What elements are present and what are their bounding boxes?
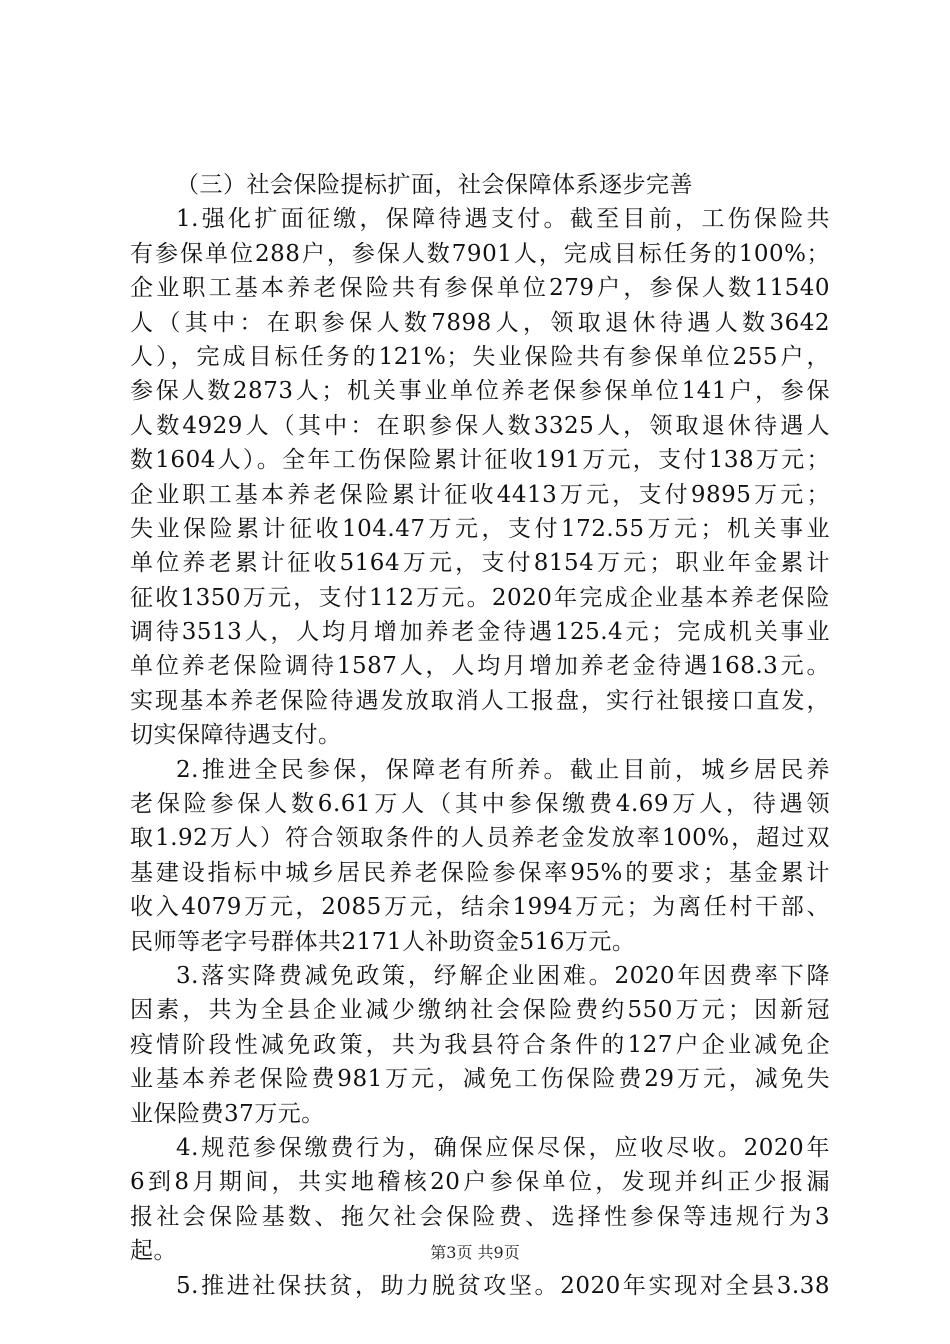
text-line: 收入4079万元，2085万元，结余1994万元；为离任村干部、 [130,894,830,921]
text-line: 2.推进全民参保，保障老有所养。截止目前，城乡居民养 [176,756,830,783]
text-line: 疫情阶段性减免政策，共为我县符合条件的127户企业减免企 [130,1031,830,1058]
text-line: 调待3513人，人均月增加养老金待遇125.4元；完成机关事业 [130,619,830,646]
text-line: 数1604人）。全年工伤保险累计征收191万元，支付138万元； [130,447,830,474]
text-line: 有参保单位288户，参保人数7901人，完成目标任务的100%； [130,240,830,267]
text-line: 基建设指标中城乡居民养老保险参保率95%的要求；基金累计 [130,859,830,886]
text-line: 起。 [130,1238,177,1265]
text-line: 报社会保险基数、拖欠社会保险费、选择性参保等违规行为3 [130,1203,830,1230]
text-line: 单位养老保险调待1587人，人均月增加养老金待遇168.3元。 [130,653,830,680]
text-line: 因素，共为全县企业减少缴纳社会保险费约550万元；因新冠 [130,997,830,1024]
text-line: 民师等老字号群体共2171人补助资金516万元。 [130,928,636,955]
text-line: 人（其中：在职参保人数7898人，领取退休待遇人数3642 [130,309,830,336]
text-line: 企业职工基本养老保险共有参保单位279户，参保人数11540 [130,275,830,302]
text-line: 业基本养老保险费981万元，减免工伤保险费29万元，减免失 [130,1066,830,1093]
text-line: 业保险费37万元。 [130,1100,325,1127]
text-line: 3.落实降费减免政策，纾解企业困难。2020年因费率下降 [176,962,830,989]
text-line: 参保人数2873人；机关事业单位养老保参保单位141户，参保 [130,378,830,405]
text-line: 人），完成目标任务的121%；失业保险共有参保单位255户， [130,343,830,370]
text-line: 失业保险累计征收104.47万元，支付172.55万元；机关事业 [130,515,830,542]
section-heading: （三）社会保险提标扩面，社会保障体系逐步完善 [176,172,693,198]
text-line: 5.推进社保扶贫，助力脱贫攻坚。2020年实现对全县3.38 [176,1272,830,1299]
text-line: 切实保障待遇支付。 [130,722,342,749]
text-line: 4.规范参保缴费行为，确保应保尽保，应收尽收。2020年 [176,1134,830,1161]
text-line: 人数4929人（其中：在职参保人数3325人，领取退休待遇人 [130,412,830,439]
text-line: 征收1350万元，支付112万元。2020年完成企业基本养老保险 [130,584,830,611]
text-line: 老保险参保人数6.61万人（其中参保缴费4.69万人，待遇领 [130,791,830,818]
page-footer: 第3页 共9页 [430,1243,520,1262]
text-line: 取1.92万人）符合领取条件的人员养老金发放率100%，超过双 [130,825,830,852]
text-line: 企业职工基本养老保险累计征收4413万元，支付9895万元； [130,481,830,508]
text-line: 6到8月期间，共实地稽核20户参保单位，发现并纠正少报漏 [130,1169,830,1196]
document-body [130,168,830,1303]
text-line: 实现基本养老保险待遇发放取消人工报盘，实行社银接口直发， [130,687,830,714]
text-line: 1.强化扩面征缴，保障待遇支付。截至目前，工伤保险共 [176,206,830,233]
text-line: 单位养老累计征收5164万元，支付8154万元；职业年金累计 [130,550,830,577]
